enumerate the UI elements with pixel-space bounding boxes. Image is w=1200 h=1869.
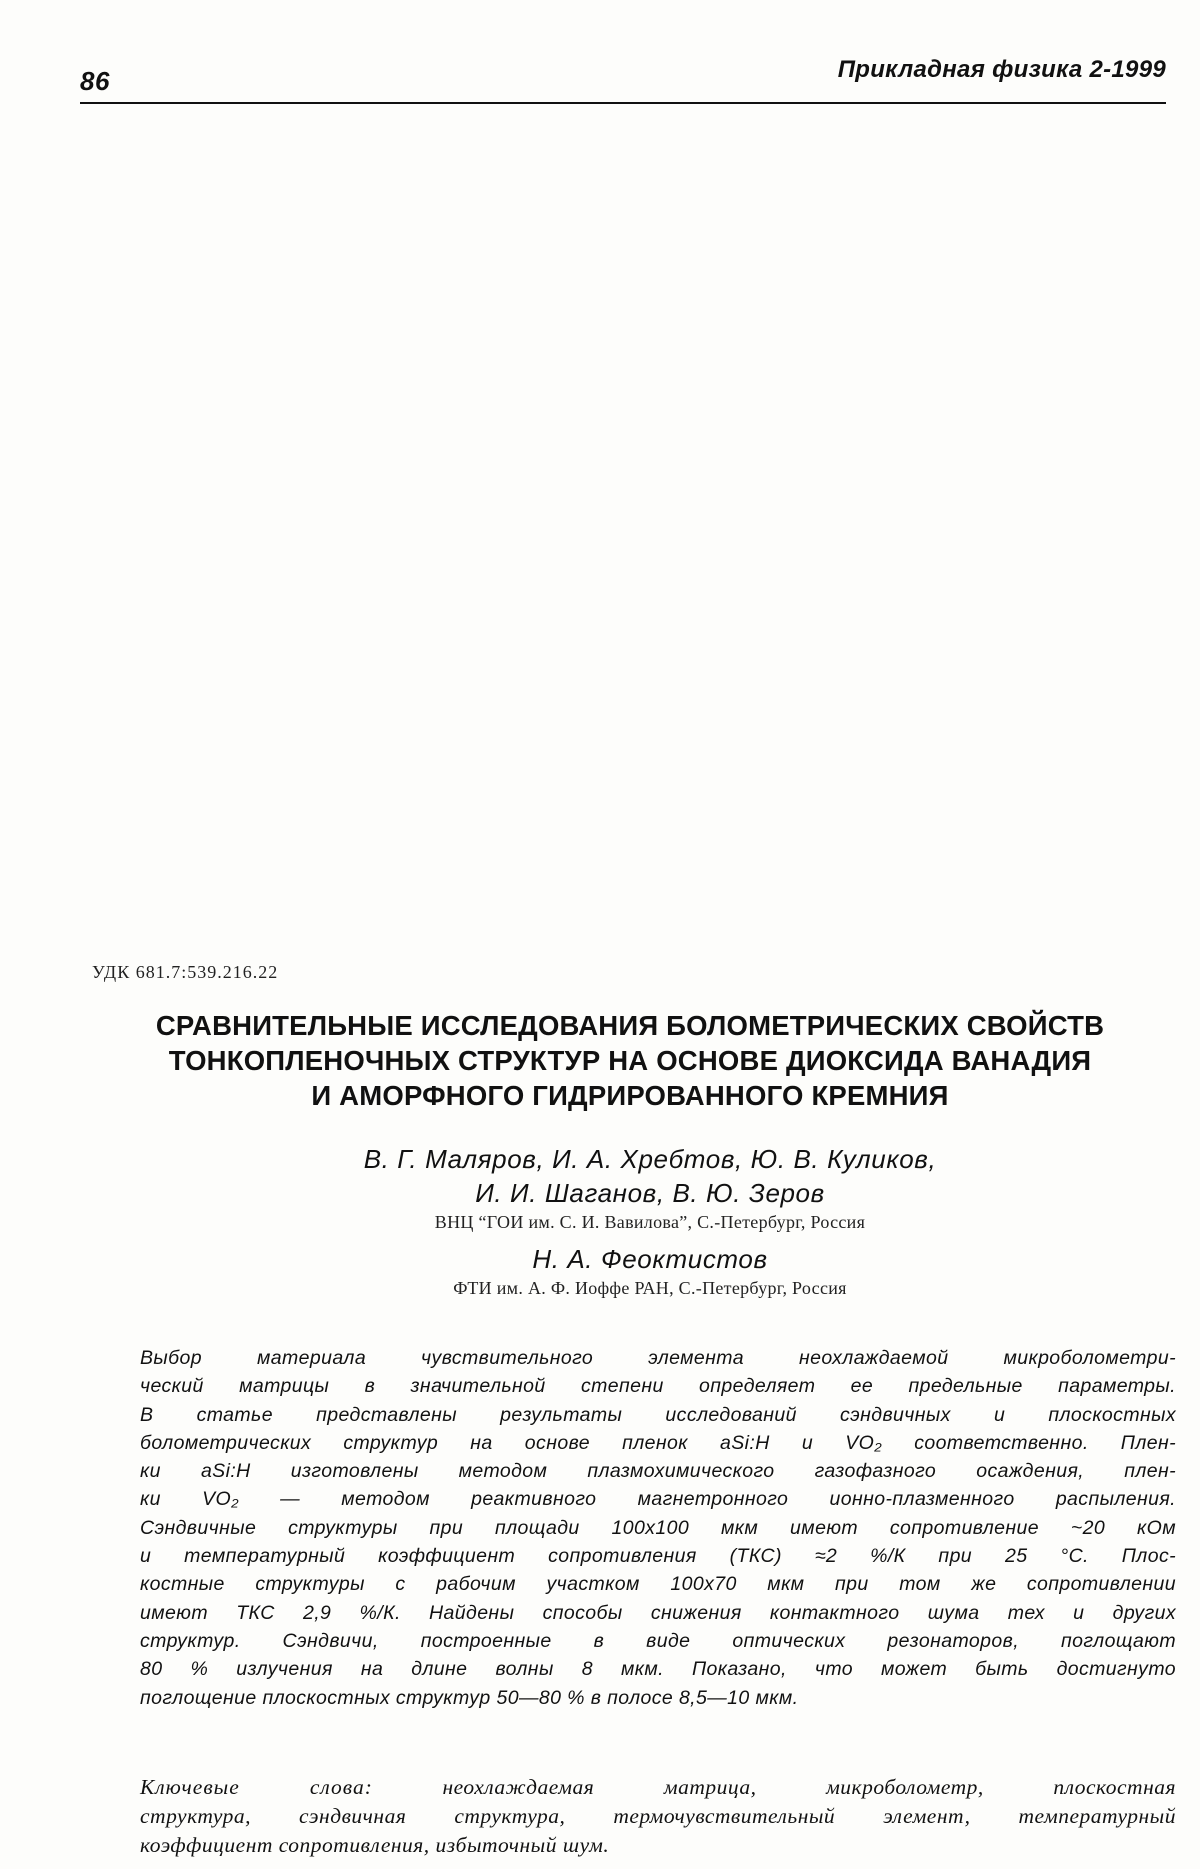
page-number: 86: [80, 66, 110, 96]
udc-code: УДК 681.7:539.216.22: [92, 962, 279, 982]
abstract: [140, 1344, 1176, 1712]
abstract-line: поглощение плоскостных структур 50—80 % в полосе 8,5—10 мкм.: [140, 1686, 799, 1709]
journal-issue: Прикладная физика 2-1999: [837, 56, 1166, 83]
abstract-line: ки aSi:H изготовлены методом плазмохимического газофазного осаждения, плен-: [140, 1460, 1176, 1483]
keywords-label: Ключевые слова:: [140, 1775, 373, 1799]
abstract-line: болометрических структур на основе пленок aSi:H и VO₂ соответственно. Плен-: [140, 1431, 1176, 1454]
title-line: ТОНКОПЛЕНОЧНЫХ СТРУКТУР НА ОСНОВЕ ДИОКСИДА ВАНАДИЯ: [168, 1045, 1092, 1076]
authors-block: [240, 1142, 1060, 1300]
abstract-line: костные структуры с рабочим участком 100x70 мкм при том же сопротивлении: [140, 1573, 1176, 1596]
keywords-text: неохлаждаемая матрица, микроболометр, плоскостная: [372, 1775, 1176, 1799]
keywords-line: [140, 1773, 1176, 1802]
abstract-line: 80 % излучения на длине волны 8 мкм. Показано, что может быть достигнуто: [140, 1658, 1176, 1681]
abstract-line: имеют ТКС 2,9 %/К. Найдены способы снижения контактного шума тех и других: [140, 1601, 1176, 1624]
article-title: [80, 1008, 1180, 1113]
abstract-line: и температурный коэффициент сопротивления (ТКС) ≈2 %/К при 25 °С. Плос-: [140, 1545, 1176, 1568]
author-line: И. И. Шаганов, В. Ю. Зеров: [475, 1178, 825, 1208]
author-line: Н. А. Феоктистов: [532, 1244, 768, 1274]
affiliation: ВНЦ “ГОИ им. С. И. Вавилова”, С.-Петербург, Россия: [434, 1212, 866, 1232]
title-line: СРАВНИТЕЛЬНЫЕ ИССЛЕДОВАНИЯ БОЛОМЕТРИЧЕСКИХ СВОЙСТВ: [155, 1010, 1105, 1041]
abstract-line: Сэндвичные структуры при площади 100x100 мкм имеют сопротивление ~20 кОм: [140, 1516, 1176, 1539]
abstract-line: В статье представлены результаты исследований сэндвичных и плоскостных: [140, 1403, 1176, 1426]
keywords-line: коэффициент сопротивления, избыточный шум.: [140, 1833, 610, 1857]
abstract-line: ческий матрицы в значительной степени определяет ее предельные параметры.: [140, 1375, 1176, 1398]
title-line: И АМОРФНОГО ГИДРИРОВАННОГО КРЕМНИЯ: [311, 1080, 949, 1111]
author-line: В. Г. Маляров, И. А. Хребтов, Ю. В. Куликов,: [363, 1144, 937, 1174]
affiliation: ФТИ им. А. Ф. Иоффе РАН, С.-Петербург, Россия: [453, 1278, 847, 1298]
abstract-line: Выбор материала чувствительного элемента неохлаждаемой микроболометри-: [140, 1347, 1176, 1369]
abstract-line: структур. Сэндвичи, построенные в виде оптических резонаторов, поглощают: [140, 1629, 1176, 1652]
keywords-line: структура, сэндвичная структура, термочувствительный элемент, температурный: [140, 1804, 1176, 1828]
keywords: [140, 1773, 1176, 1860]
running-header: [80, 52, 1166, 104]
abstract-line: ки VO₂ — методом реактивного магнетронного ионно-плазменного распыления.: [140, 1488, 1176, 1511]
